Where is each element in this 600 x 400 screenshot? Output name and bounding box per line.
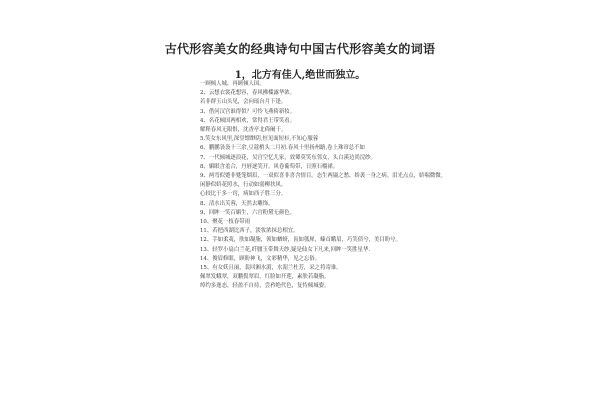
poem-line: 解释春风无限恨，沈香亭北倚阑干。 (200, 127, 287, 134)
poem-line: 14、俊眉修眼，顾盼神飞，文彩精华，见之忘俗。 (200, 255, 321, 262)
poem-line: 9、回眸一笑百媚生，六宫粉黛无颜色。 (200, 209, 296, 216)
poem-line: 4、名花倾国两相欢，常得君王带笑看。 (200, 117, 296, 124)
poem-line: 12、手如柔荑，肤如凝脂，领如蝤蛴，齿如瓠犀，螓首蛾眉，巧笑倩兮，美目盼兮。 (200, 237, 401, 244)
poem-line: 3、借问汉宫谁得似？可怜飞燕倚新妆。 (200, 108, 296, 115)
poem-lines (200, 80, 470, 292)
poem-line: 若非群玉山头见，会向瑶台月下逢。 (200, 99, 287, 106)
poem-line: 15、有女妖且丽，裴回湘水湄，水湄兰杜芳，采之将寄谁。 (200, 265, 342, 272)
document-title: 古代形容美女的经典诗句中国古代形容美女的词语 (164, 42, 436, 56)
poem-line: 8、清水出芙蓉，天然去雕饰。 (200, 200, 274, 207)
poem-line: 9、两弯似蹙非蹙笼烟眉，一双似喜非喜含情目。态生两靥之愁，娇袭一身之病。泪光点点，娇喘微微。 (200, 173, 447, 180)
poem-line: 6、鹏鹏袅袅十三余,豆蔻梢头二月初.春风十里扬州路,卷上珠帘总不如 (200, 145, 365, 152)
poem-line: 13、轻罗小扇白兰花,纤腰玉带舞天纱,疑是仙女下凡来,回眸一笑胜星华. (200, 246, 371, 253)
poem-line: 2、云想衣裳花想容，春风拂槛露华浓。 (200, 90, 296, 97)
section-heading: 1，北方有佳人,绝世而独立。 (234, 70, 366, 81)
poem-line: 11、若把西湖比西子，淡妆浓抹总相宜。 (200, 228, 299, 235)
poem-line: 8、媚眼含羞合，丹唇逐笑开。风卷葡萄带，日照石榴裙。 (200, 163, 339, 170)
poem-line: 5.笑女东风里,深堂缥缈阴,恒见面短衫,不知心服蓉 (200, 136, 319, 143)
poem-line: 7、一代倾城逐浪花，吴宫空忆儿家，效颦莫笑东邻女，头白溪边尚浣纱。 (200, 154, 376, 161)
poem-line: 绰约多逸态，轻盈不自持，尝矜绝代色，复恃倾城姿。 (200, 283, 330, 290)
poem-line: 佩翠发蛾翠，双鹏鬓翠眉，红脸如开莲，素肤若凝脂。 (200, 274, 330, 281)
poem-line: 一顾倾人城，再顾倾人国。 (200, 81, 265, 87)
poem-line: 闲静似娇花照水，行动如弱柳扶风。 (200, 182, 287, 189)
poem-line: 心较比干多一窍，病如西子胜三分。 (200, 191, 287, 198)
poem-line: 10、聚花一枝春带雨 (200, 219, 250, 226)
